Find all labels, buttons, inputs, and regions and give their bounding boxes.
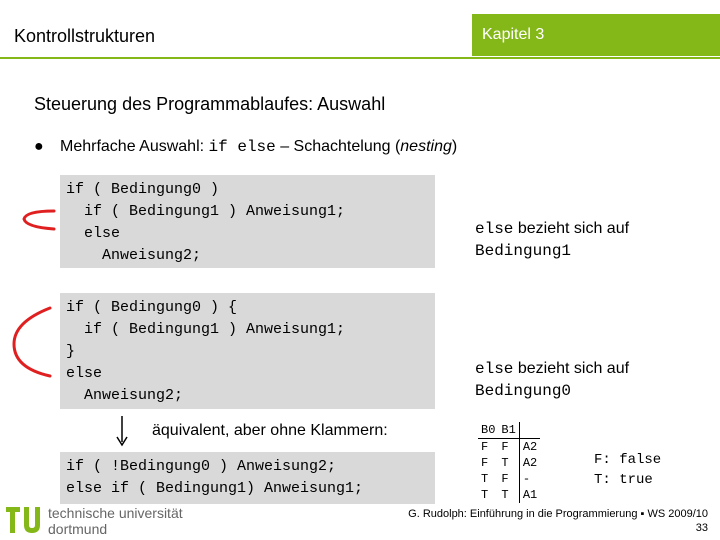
truth-table-header [478, 422, 540, 439]
truth-cell: F [481, 456, 489, 470]
footer [408, 507, 708, 535]
legend-false: F: false [594, 452, 662, 468]
note-line2: Bedingung1 [475, 242, 572, 260]
table-row [478, 455, 540, 471]
table-row [478, 439, 540, 456]
truth-cell: A2 [519, 455, 540, 471]
table-row [478, 471, 540, 487]
legend-true: T: true [594, 472, 653, 488]
header-bar [0, 14, 720, 58]
citation: G. Rudolph: Einführung in die Programmierung ▪ WS 2009/10 [408, 508, 708, 520]
truth-cell: T [501, 456, 509, 470]
truth-cell: F [501, 472, 509, 486]
truth-table [478, 422, 540, 503]
truth-cell: A1 [519, 487, 540, 503]
university-name [48, 505, 183, 537]
truth-cell: F [481, 440, 489, 454]
note-code: else [475, 220, 514, 238]
page-number: 33 [695, 522, 708, 534]
tu-logo-icon [4, 503, 46, 537]
code-block-else-if: if ( !Bedingung0 ) Anweisung2; else if ( Bedingung1) Anweisung1; [60, 452, 435, 504]
note-text: bezieht sich auf [513, 220, 630, 237]
bullet-item [34, 138, 457, 156]
university-line2: dortmund [48, 521, 108, 537]
truth-header-b1: B1 [498, 422, 519, 439]
note-else-bedingung0 [475, 358, 629, 402]
bullet-prefix: Mehrfache Auswahl: [60, 138, 209, 155]
note-text: bezieht sich auf [513, 360, 630, 377]
truth-cell: - [519, 471, 540, 487]
red-annotation-mark-1 [18, 205, 58, 235]
truth-cell: T [501, 488, 509, 502]
table-row [478, 487, 540, 503]
note-else-bedingung1 [475, 218, 629, 262]
truth-cell: F [501, 440, 509, 454]
down-arrow-icon [114, 414, 130, 448]
bullet-dash: – [275, 138, 294, 155]
red-annotation-mark-2 [6, 302, 56, 382]
equivalent-label: äquivalent, aber ohne Klammern: [152, 422, 388, 439]
page-title: Kontrollstrukturen [14, 26, 156, 46]
bullet-suffix-italic: nesting [400, 138, 452, 155]
note-code: else [475, 360, 514, 378]
bullet-suffix: Schachtelung ( [293, 138, 401, 155]
truth-cell: T [481, 472, 489, 486]
truth-header-b0: B0 [478, 422, 498, 439]
bullet-suffix-end: ) [451, 138, 458, 155]
chapter-badge: Kapitel 3 [472, 14, 720, 56]
bullet-icon: ● [34, 138, 44, 155]
header-divider [0, 57, 720, 59]
section-heading: Steuerung des Programmablaufes: Auswahl [34, 94, 386, 114]
bullet-code: if else [208, 138, 276, 156]
note-line2: Bedingung0 [475, 382, 572, 400]
truth-header-result [519, 422, 540, 439]
truth-cell: T [481, 488, 489, 502]
code-block-braced: if ( Bedingung0 ) { if ( Bedingung1 ) Anweisung1; } else Anweisung2; [60, 293, 435, 409]
code-block-nested-else: if ( Bedingung0 ) if ( Bedingung1 ) Anweisung1; else Anweisung2; [60, 175, 435, 268]
legend [594, 450, 661, 490]
university-line1: technische universität [48, 505, 183, 521]
truth-cell: A2 [519, 439, 540, 456]
